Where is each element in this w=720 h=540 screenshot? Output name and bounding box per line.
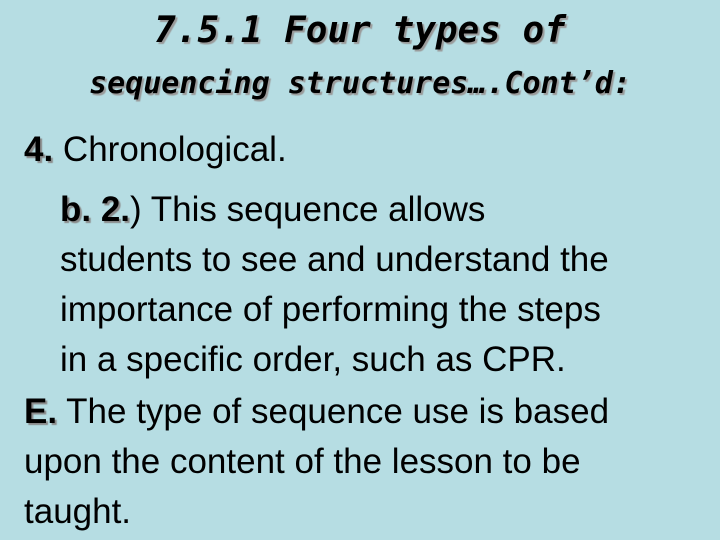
sub-item-b2-text-2: students to see and understand the xyxy=(60,240,609,279)
list-item-4 xyxy=(24,125,287,175)
sub-marker-b2: b. 2. xyxy=(60,190,131,229)
sub-item-b2-line1 xyxy=(60,185,609,235)
list-marker-e: E. xyxy=(24,392,58,431)
list-item-e-line1 xyxy=(24,387,609,437)
slide-title-line1: 7.5.1 Four types of xyxy=(154,10,566,51)
list-item-4-text: Chronological. xyxy=(53,130,287,169)
list-marker-4: 4. xyxy=(24,130,54,169)
sub-item-b2-text-3: importance of performing the steps xyxy=(60,290,601,329)
list-item-e xyxy=(24,387,609,537)
slide-title-line2: sequencing structures….Cont’d: xyxy=(89,66,631,101)
sub-item-b2-text-4: in a specific order, such as CPR. xyxy=(60,340,566,379)
sub-item-b2 xyxy=(60,185,609,385)
list-item-e-text-2: upon the content of the lesson to be xyxy=(24,442,581,481)
sub-item-b2-text-1: ) This sequence allows xyxy=(130,190,486,229)
list-item-e-text-1: The type of sequence use is based xyxy=(57,392,610,431)
list-item-e-text-3: taught. xyxy=(24,492,132,531)
